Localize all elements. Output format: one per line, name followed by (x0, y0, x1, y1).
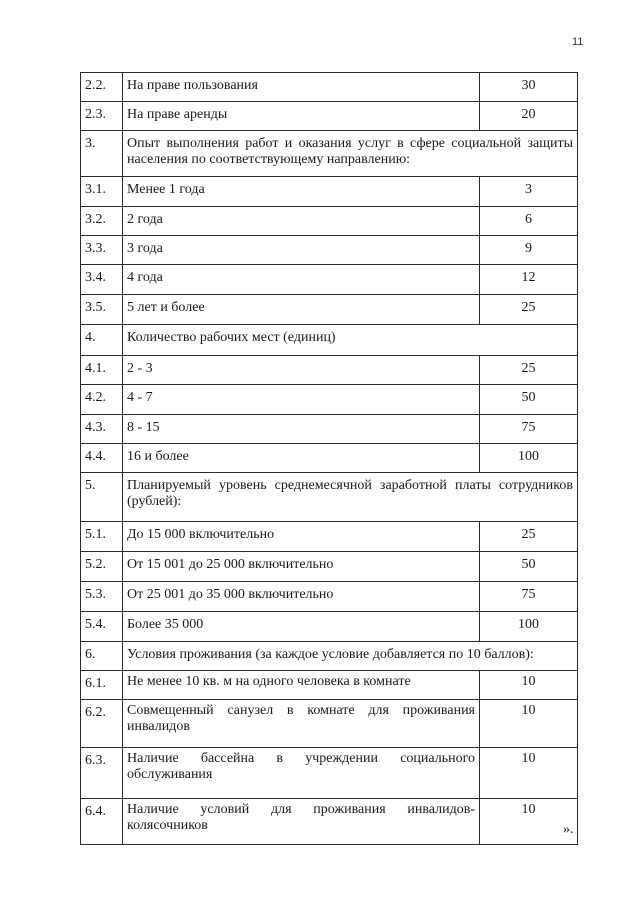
row-score: 100 (480, 612, 578, 642)
row-criterion: Менее 1 года (123, 177, 480, 207)
table-row (81, 177, 578, 207)
row-number: 4.2. (81, 385, 123, 415)
section-number: 3. (81, 131, 123, 177)
row-number: 6.2. (81, 700, 123, 748)
row-number: 6.4. (81, 799, 123, 845)
row-criterion: До 15 000 включительно (123, 522, 480, 552)
section-number: 6. (81, 642, 123, 671)
table-row (81, 522, 578, 552)
row-criterion: На праве пользования (123, 73, 480, 102)
table-row (81, 415, 578, 444)
row-score: 20 (480, 102, 578, 131)
row-criterion: 8 - 15 (123, 415, 480, 444)
row-number: 5.3. (81, 582, 123, 612)
row-score: 25 (480, 522, 578, 552)
table-row (81, 748, 578, 799)
row-score: 10 (480, 799, 578, 845)
section-title: Условия проживания (за каждое условие добавляется по 10 баллов): (123, 642, 578, 671)
row-score: 12 (480, 265, 578, 295)
row-score: 50 (480, 385, 578, 415)
row-criterion: От 25 001 до 35 000 включительно (123, 582, 480, 612)
row-number: 4.4. (81, 444, 123, 473)
section-title: Планируемый уровень среднемесячной заработной платы сотрудников (рублей): (123, 473, 578, 522)
row-score: 75 (480, 582, 578, 612)
table-row (81, 444, 578, 473)
row-criterion: Совмещенный санузел в комнате для проживания инвалидов (123, 700, 480, 748)
table-row (81, 671, 578, 700)
table-row (81, 102, 578, 131)
row-criterion: На праве аренды (123, 102, 480, 131)
section-row (81, 131, 578, 177)
row-number: 6.1. (81, 671, 123, 700)
row-score: 6 (480, 207, 578, 236)
row-number: 5.4. (81, 612, 123, 642)
row-criterion: Более 35 000 (123, 612, 480, 642)
table-row (81, 582, 578, 612)
row-number: 3.1. (81, 177, 123, 207)
row-score: 75 (480, 415, 578, 444)
table-row (81, 700, 578, 748)
section-row (81, 325, 578, 356)
table-row (81, 799, 578, 845)
criteria-table (80, 72, 578, 845)
row-number: 3.4. (81, 265, 123, 295)
section-title: Опыт выполнения работ и оказания услуг в сфере социальной защиты населения по соответствующему направлению: (123, 131, 578, 177)
row-number: 3.5. (81, 295, 123, 325)
table-row (81, 265, 578, 295)
row-number: 2.2. (81, 73, 123, 102)
row-criterion: Наличие бассейна в учреждении социального обслуживания (123, 748, 480, 799)
section-number: 5. (81, 473, 123, 522)
row-score: 25 (480, 295, 578, 325)
row-number: 3.2. (81, 207, 123, 236)
row-score: 50 (480, 552, 578, 582)
section-title: Количество рабочих мест (единиц) (123, 325, 578, 356)
row-criterion: 2 - 3 (123, 356, 480, 385)
closing-quote-mark: ». (563, 822, 574, 837)
table-row (81, 236, 578, 265)
row-score: 3 (480, 177, 578, 207)
section-number: 4. (81, 325, 123, 356)
row-criterion: 4 - 7 (123, 385, 480, 415)
row-number: 6.3. (81, 748, 123, 799)
row-number: 5.1. (81, 522, 123, 552)
row-criterion: Не менее 10 кв. м на одного человека в комнате (123, 671, 480, 700)
section-row (81, 642, 578, 671)
row-score: 10 (480, 671, 578, 700)
row-score: 30 (480, 73, 578, 102)
row-number: 3.3. (81, 236, 123, 265)
row-criterion: 3 года (123, 236, 480, 265)
row-criterion: 5 лет и более (123, 295, 480, 325)
row-score: 100 (480, 444, 578, 473)
table-row (81, 207, 578, 236)
table-row (81, 385, 578, 415)
row-criterion: Наличие условий для проживания инвалидов-колясочников (123, 799, 480, 845)
table-row (81, 73, 578, 102)
section-row (81, 473, 578, 522)
row-score: 10 (480, 748, 578, 799)
row-score: 25 (480, 356, 578, 385)
row-score: 9 (480, 236, 578, 265)
row-criterion: 16 и более (123, 444, 480, 473)
row-criterion: От 15 001 до 25 000 включительно (123, 552, 480, 582)
page-number: 11 (572, 36, 584, 48)
table-row (81, 552, 578, 582)
table-row (81, 612, 578, 642)
row-number: 2.3. (81, 102, 123, 131)
table-row (81, 295, 578, 325)
row-criterion: 4 года (123, 265, 480, 295)
row-number: 4.3. (81, 415, 123, 444)
table-row (81, 356, 578, 385)
row-number: 4.1. (81, 356, 123, 385)
row-score: 10 (480, 700, 578, 748)
row-criterion: 2 года (123, 207, 480, 236)
row-number: 5.2. (81, 552, 123, 582)
